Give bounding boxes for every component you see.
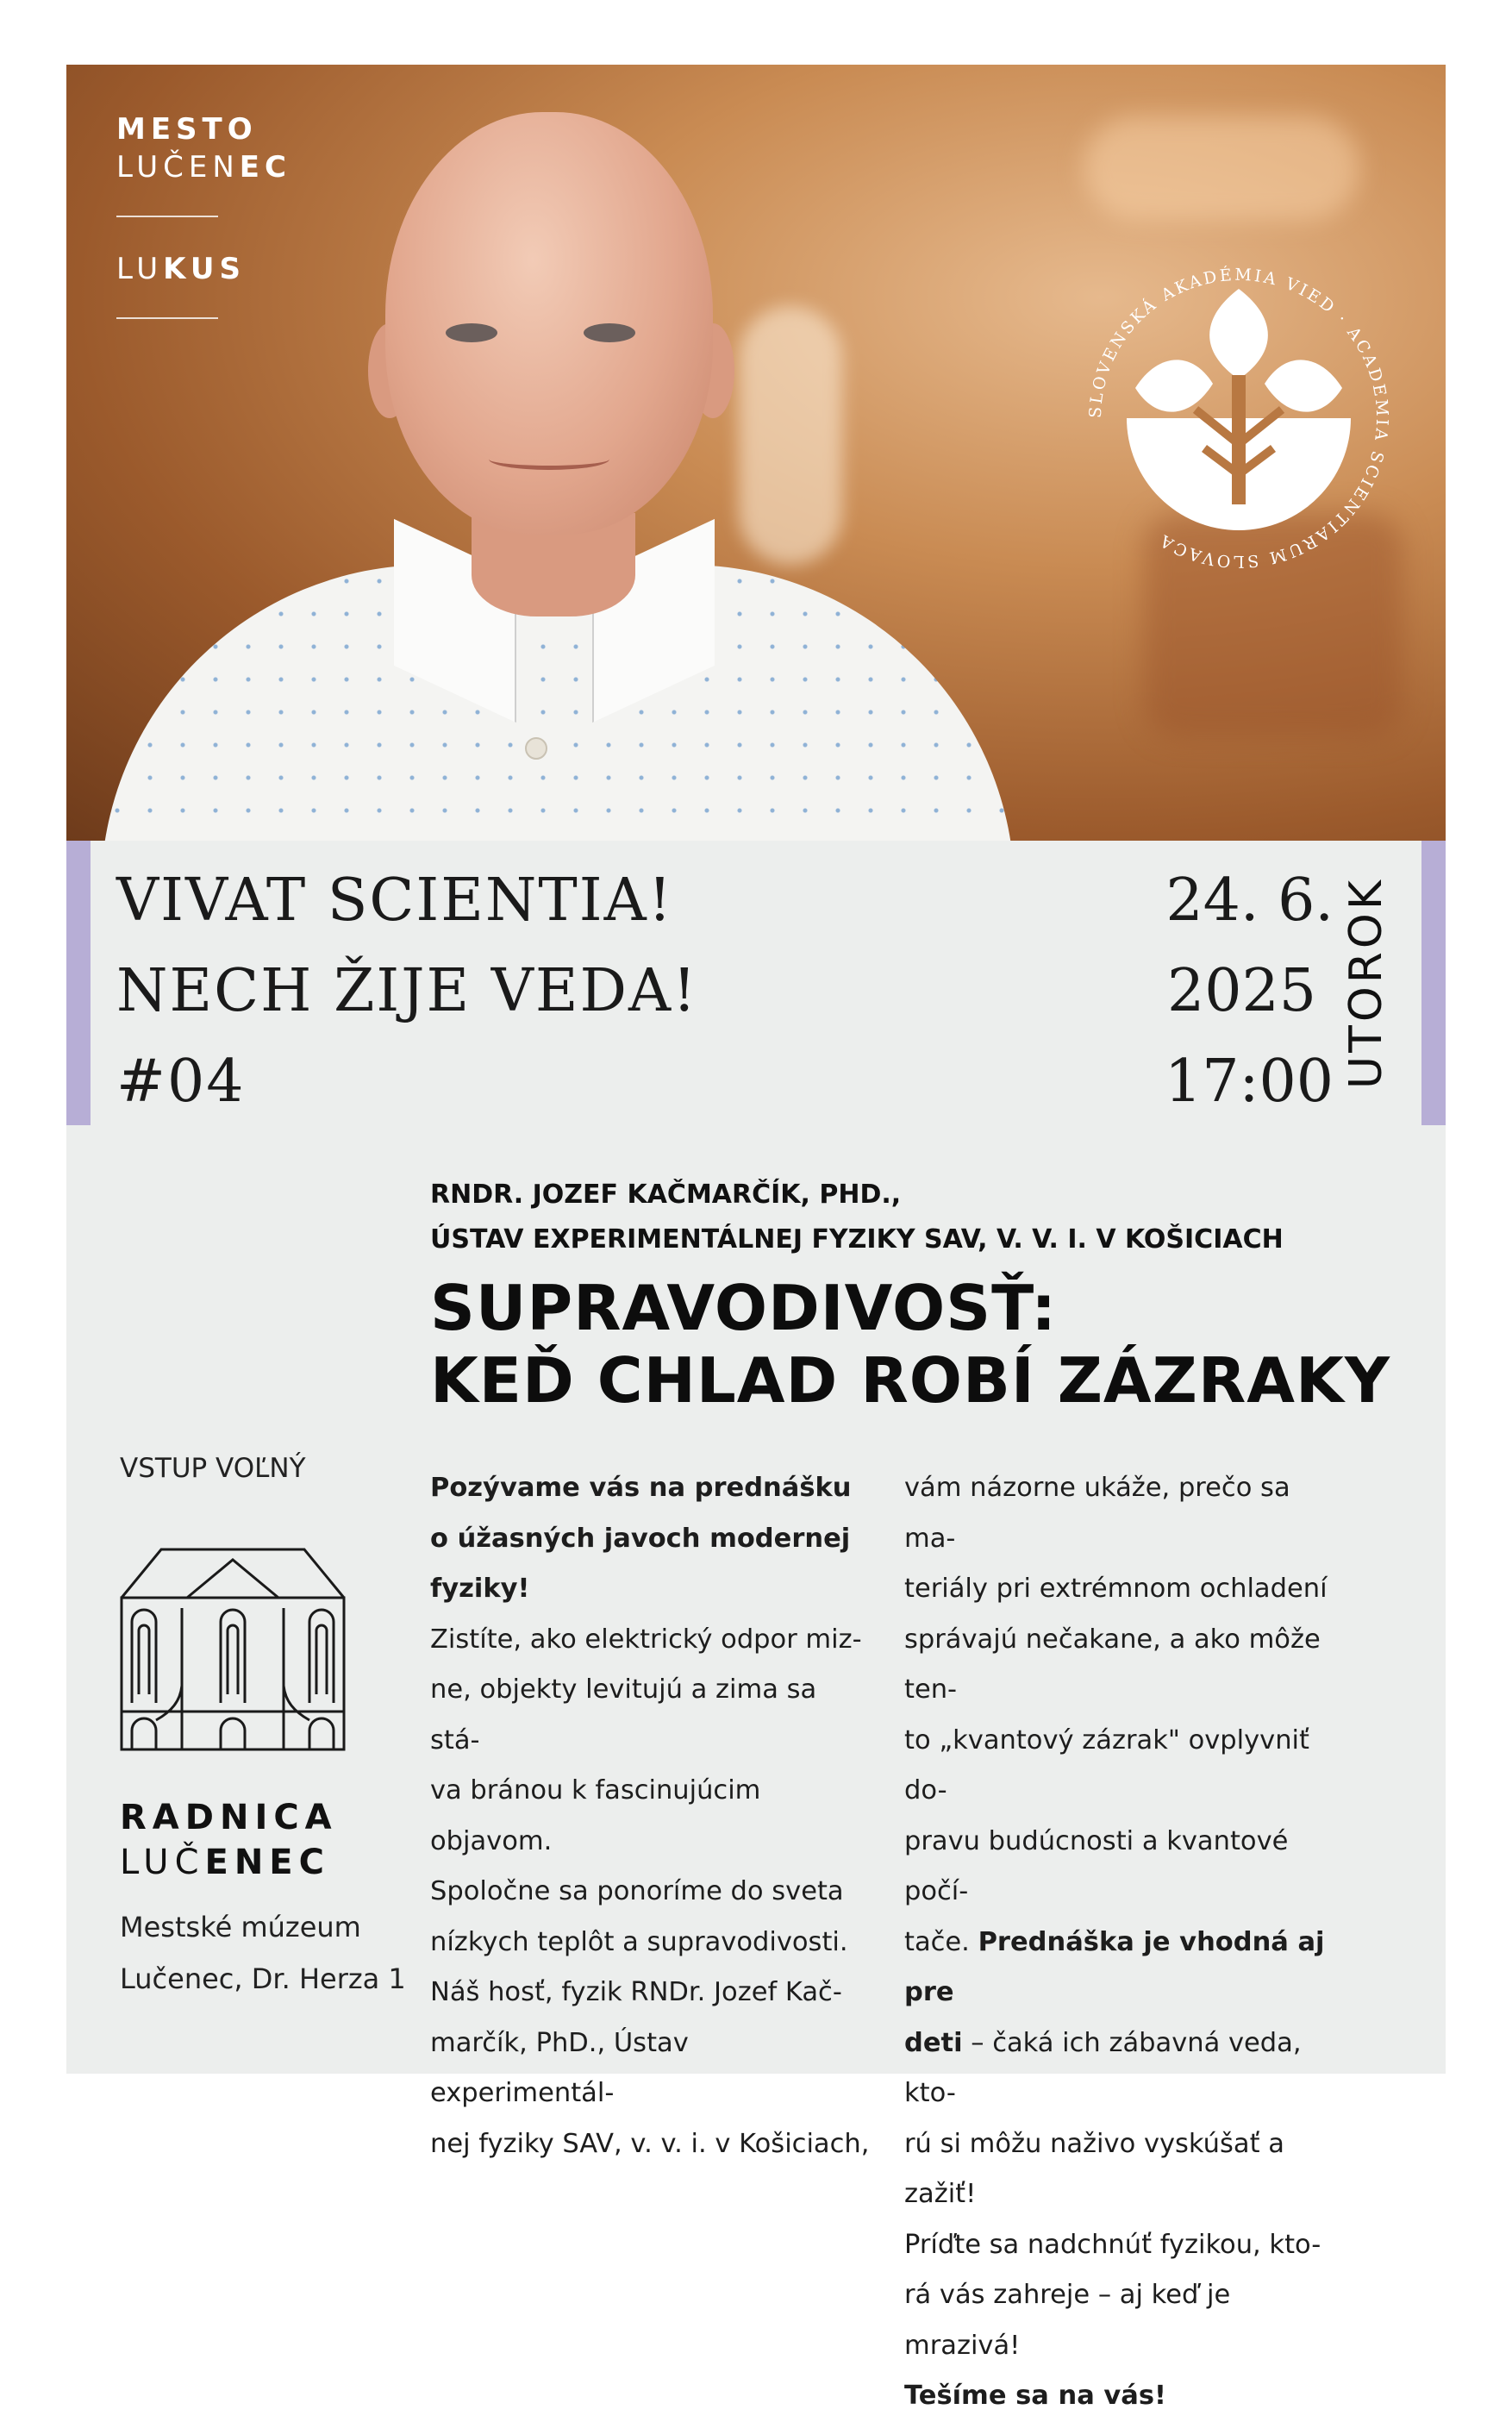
heart-leaf-icon bbox=[1135, 360, 1213, 411]
description-column-1: Pozývame vás na prednášku o úžasných javoch modernej fyziky! Zistíte, ako elektrický odpor miz- ne, objekty levitujú a zima sa stá- va bránou k fascinujúcim objavom. Spoločne sa ponoríme do sveta nízkych teplôt a supravodivosti. Náš hosť, fyzik RNDr. Jozef Kač- marčík, PhD., Ústav experimentál- nej fyziky SAV, v. v. i. v Košiciach, bbox=[430, 1473, 870, 2159]
sav-academy-logo bbox=[1075, 254, 1403, 582]
town-hall-icon bbox=[120, 1548, 346, 1751]
logo-divider bbox=[116, 216, 218, 217]
event-weekday: UTOROK bbox=[1340, 877, 1392, 1089]
speaker-photo bbox=[66, 65, 1446, 841]
heart-leaf-icon bbox=[1265, 360, 1342, 411]
venue-address: Mestské múzeum Lučenec, Dr. Herza 1 bbox=[120, 1911, 406, 1995]
logo-divider bbox=[116, 317, 218, 319]
title-band bbox=[66, 841, 1446, 1125]
speaker-info bbox=[430, 1173, 1284, 1262]
speaker-name: RNDR. JOZEF KAČMARČÍK, PHD., bbox=[430, 1180, 902, 1210]
lecture-title: SUPRAVODIVOSŤ: KEĎ CHLAD ROBÍ ZÁZRAKY bbox=[430, 1272, 1390, 1417]
description-column-2: vám názorne ukáže, prečo sa ma- teriály pri extrémnom ochladení správajú nečakane, a ako môže ten- to „kvantový zázrak" ovplyvniť do- pravu budúcnosti a kvantové počí- tače. Prednáška je vhodná aj pre deti – čaká ich zábavná veda, kto- rú si môžu naživo vyskúšať a zažiť! Príďte sa nadchnúť fyzikou, kto- rá vás zahreje – aj keď je mrazivá! Tešíme sa na vás! bbox=[904, 1473, 1328, 2411]
speaker-mouth bbox=[489, 448, 609, 470]
sav-ring-text: SLOVENSKÁ AKADÉMIA VIED · ACADEMIA SCIENTIARUM SLOVACA bbox=[1085, 265, 1392, 572]
event-date: 24. 6. bbox=[1165, 867, 1334, 935]
series-title-slovak: NECH ŽIJE VEDA! bbox=[116, 957, 698, 1025]
accent-bar-right bbox=[1421, 841, 1446, 1125]
speaker-institution: ÚSTAV EXPERIMENTÁLNEJ FYZIKY SAV, V. V. I. V KOŠICIACH bbox=[430, 1224, 1284, 1255]
closing-line: Tešíme sa na vás! bbox=[904, 2381, 1166, 2411]
background-light bbox=[1084, 116, 1359, 220]
poster bbox=[66, 65, 1446, 2411]
speaker-eye bbox=[446, 323, 497, 342]
shirt-button bbox=[525, 737, 547, 760]
series-number: #04 bbox=[116, 1048, 246, 1116]
background-light bbox=[739, 306, 842, 565]
event-year: 2025 bbox=[1166, 957, 1316, 1025]
series-title-latin: VIVAT SCIENTIA! bbox=[116, 867, 674, 935]
entry-free-label: VSTUP VOĽNÝ bbox=[120, 1453, 306, 1484]
event-time: 17:00 bbox=[1165, 1048, 1334, 1116]
city-logo bbox=[116, 112, 291, 354]
city-logo-mesto: MESTO bbox=[116, 112, 258, 147]
venue-name: RADNICA LUČENEC bbox=[120, 1798, 338, 1882]
city-logo-lucenec: LUČENEC bbox=[116, 150, 291, 185]
accent-bar-left bbox=[66, 841, 91, 1125]
heart-leaf-icon bbox=[1209, 289, 1268, 379]
speaker-eye bbox=[584, 323, 635, 342]
lukus-logo: LUKUS bbox=[116, 252, 246, 286]
speaker-head bbox=[385, 112, 713, 535]
